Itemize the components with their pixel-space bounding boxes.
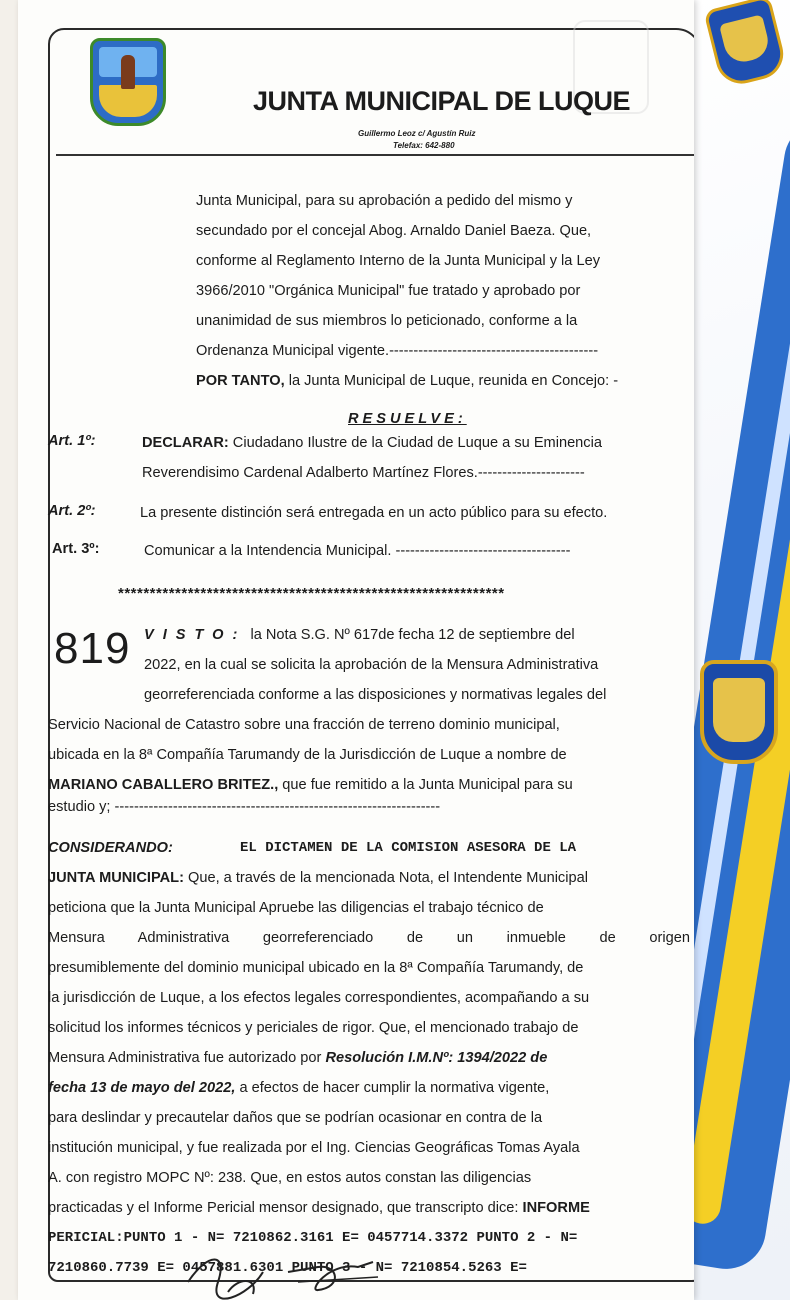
document-page	[18, 0, 694, 1300]
article-label: Art. 3º:	[52, 541, 100, 557]
address: Guillermo Leoz c/ Agustín Ruiz	[358, 129, 476, 138]
cons-line: peticiona que la Junta Municipal Apruebe las diligencias el trabajo técnico de	[48, 900, 544, 916]
coords-line: PERICIAL:PUNTO 1 - N= 7210862.3161 E= 0457714.3372 PUNTO 2 - N=	[48, 1230, 578, 1246]
resolution-line: Mensura Administrativa fue autorizado por Resolución I.M.Nº: 1394/2022 de	[48, 1050, 548, 1066]
cons-line: A. con registro MOPC Nº: 238. Que, en estos autos constan las diligencias	[48, 1170, 532, 1186]
phone: Telefax: 642-880	[393, 141, 455, 150]
owner-line: MARIANO CABALLERO BRITEZ., que fue remitido a la Junta Municipal para su	[48, 777, 573, 793]
crest-icon-right	[700, 660, 778, 764]
article-label: Art. 1º:	[48, 433, 96, 449]
cons-line: institución municipal, y fue realizada por el Ing. Ciencias Geográficas Tomas Ayala	[48, 1140, 580, 1156]
institution-title: JUNTA MUNICIPAL DE LUQUE	[253, 86, 631, 116]
junta-line: JUNTA MUNICIPAL: Que, a través de la mencionada Nota, el Intendente Municipal	[48, 870, 588, 886]
visto-line: georreferenciada conforme a las disposiciones y normativas legales del	[144, 687, 607, 703]
header-rule	[56, 154, 694, 156]
cons-line: para deslindar y precautelar daños que se podrían ocasionar en contra de la	[48, 1110, 543, 1126]
cons-line: Mensura Administrativa georreferenciado de un inmueble de origen	[48, 930, 690, 946]
visto-line: Servicio Nacional de Catastro sobre una fracción de terreno dominio municipal,	[48, 717, 560, 733]
p1-line: secundado por el concejal Abog. Arnaldo Daniel Baeza. Que,	[196, 223, 592, 239]
cons-line: la jurisdicción de Luque, a los efectos legales correspondientes, acompañando a su	[48, 990, 590, 1006]
resolution-date-line: fecha 13 de mayo del 2022, a efectos de hacer cumplir la normativa vigente,	[48, 1080, 550, 1096]
p1-line: Ordenanza Municipal vigente.-------------------------------------------	[196, 343, 599, 359]
article-label: Art. 2º:	[48, 503, 96, 519]
estudio-line: estudio y; -------------------------------------------------------------------	[48, 799, 441, 815]
record-number: 819	[54, 624, 131, 673]
article-1-text: DECLARAR: Ciudadano Ilustre de la Ciudad de Luque a su Eminencia	[142, 435, 602, 451]
cons-line: presumiblemente del dominio municipal ubicado en la 8ª Compañía Tarumandy, de	[48, 960, 584, 976]
cons-line: solicitud los informes técnicos y periciales de rigor. Que, el mencionado trabajo de	[48, 1020, 579, 1036]
article-2-text: La presente distinción será entregada en un acto público para su efecto.	[140, 505, 608, 521]
visto-line: ubicada en la 8ª Compañía Tarumandy de la Jurisdicción de Luque a nombre de	[48, 747, 567, 763]
coords-line: 7210860.7739 E= 0457881.6301 PUNTO 3 - N= 7210854.5263 E=	[48, 1260, 527, 1276]
municipal-crest-icon	[90, 38, 166, 126]
signature-icon	[168, 1242, 398, 1300]
p1-line: Junta Municipal, para su aprobación a pedido del mismo y	[196, 193, 573, 209]
dictamen-heading: EL DICTAMEN DE LA COMISION ASESORA DE LA	[240, 840, 577, 856]
separator-stars: *************************************************************	[118, 585, 505, 602]
informe-line: practicadas y el Informe Pericial mensor designado, que transcripto dice: INFORME	[48, 1200, 590, 1216]
p1-line: 3966/2010 "Orgánica Municipal" fue tratado y aprobado por	[196, 283, 581, 299]
p1-line: unanimidad de sus miembros lo peticionado, conforme a la	[196, 313, 578, 329]
visto-line: VISTO: la Nota S.G. Nº 617de fecha 12 de septiembre del	[144, 627, 575, 643]
resuelve-heading: RESUELVE:	[348, 411, 467, 427]
article-3-text: Comunicar a la Intendencia Municipal. ------------------------------------	[144, 543, 571, 559]
considerando-label: CONSIDERANDO:	[48, 840, 173, 856]
p1-line: conforme al Reglamento Interno de la Junta Municipal y la Ley	[196, 253, 600, 269]
por-tanto: POR TANTO, la Junta Municipal de Luque, reunida en Concejo: -	[196, 373, 619, 389]
article-1-text-cont: Reverendisimo Cardenal Adalberto Martínez Flores.----------------------	[142, 465, 585, 481]
visto-line: 2022, en la cual se solicita la aprobación de la Mensura Administrativa	[144, 657, 599, 673]
